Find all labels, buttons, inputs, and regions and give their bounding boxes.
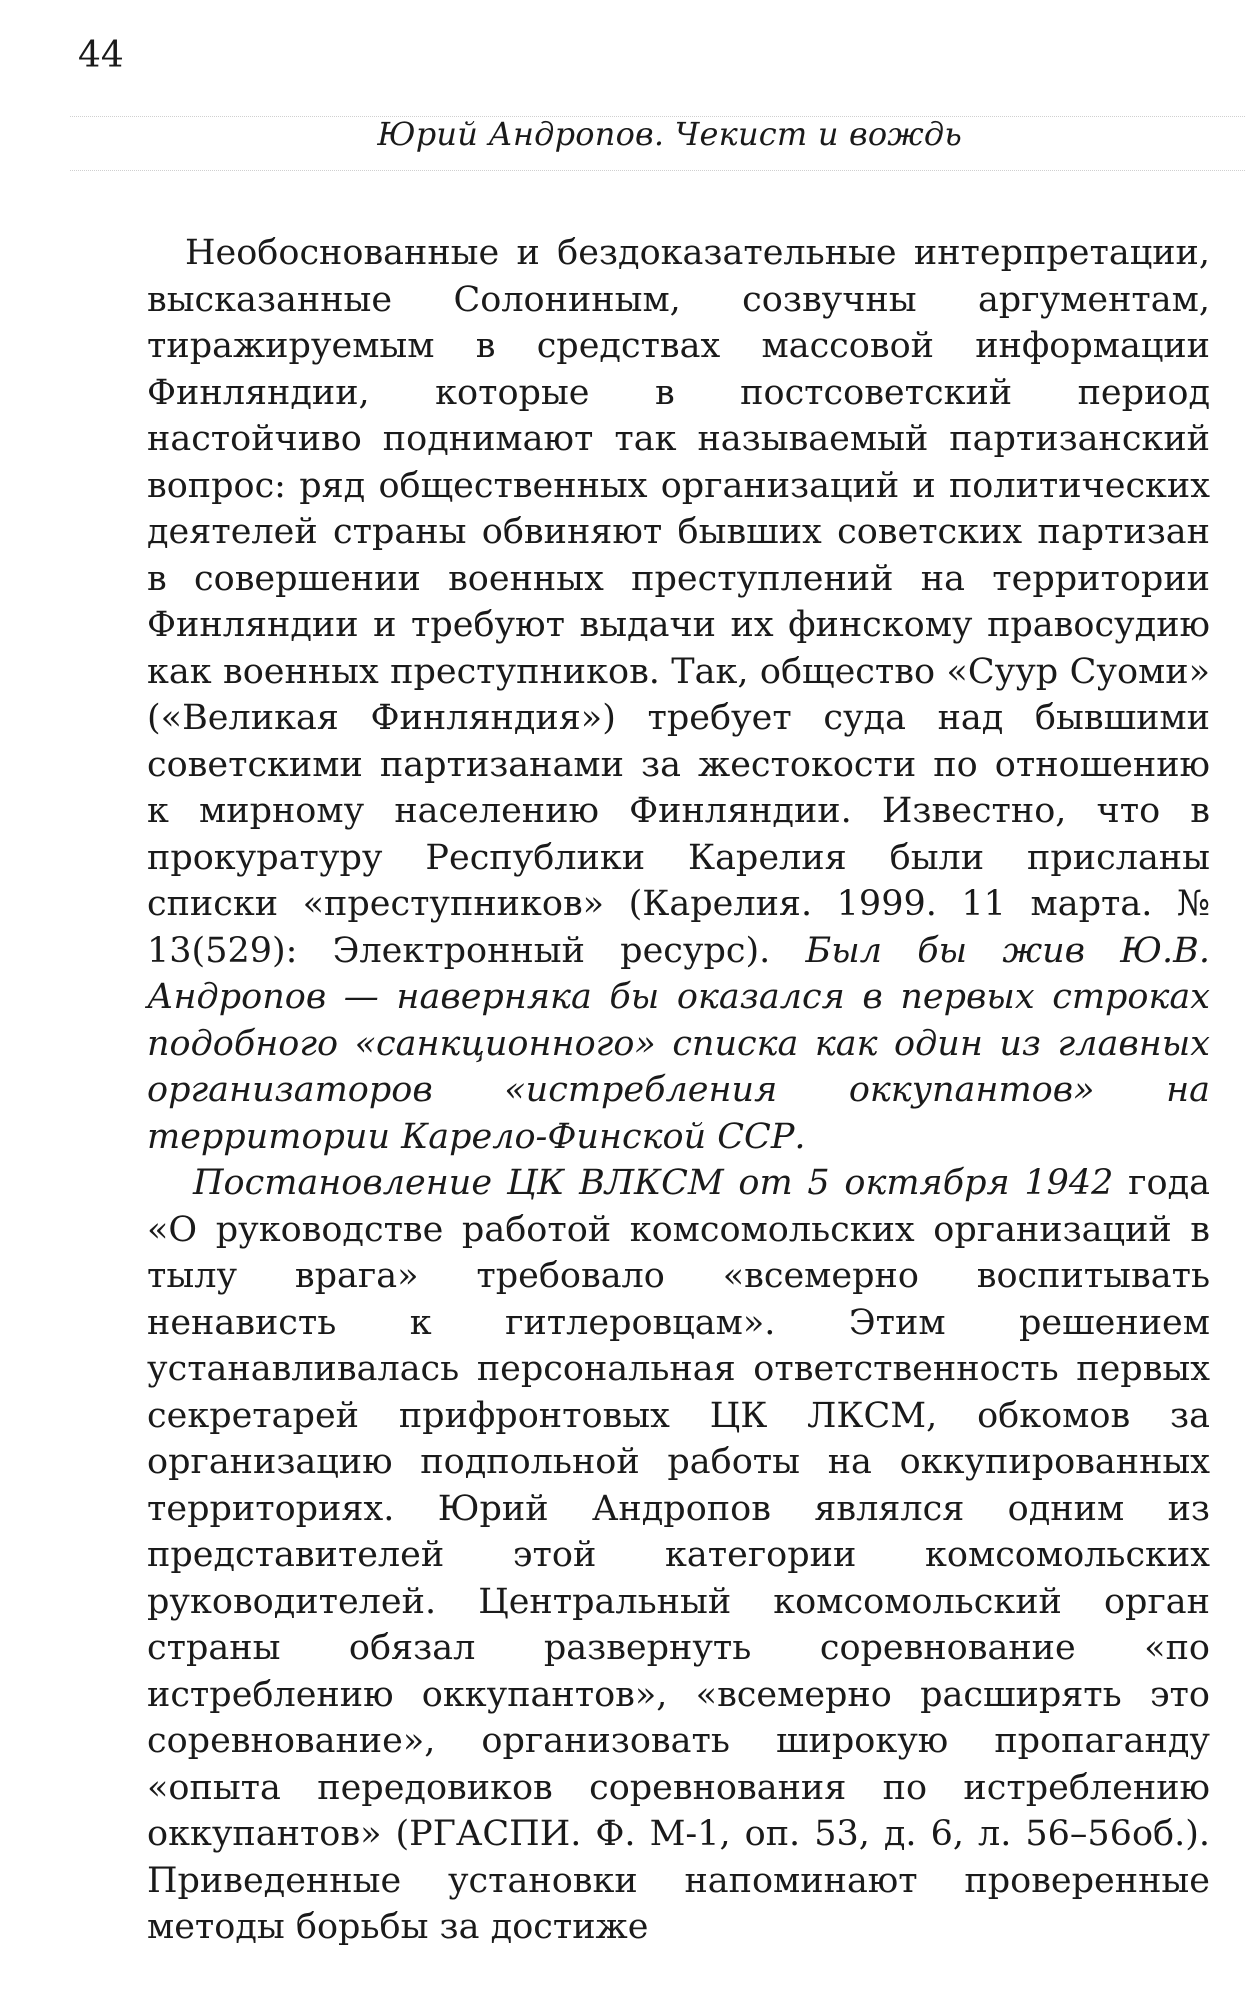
paragraph-text: Необоснованные и бездоказательные интерпретации, высказанные Солониным, созвучны аргументам, тиражируемым в средствах массовой информации Финляндии, которые в постсоветский период настойчиво поднимают так называемый партизанский вопрос: ряд общественных организаций и политических деятелей страны обвиняют бывших советских партизан в совершении военных преступлений на территории Финляндии и требуют выдачи их финскому правосудию как военных преступников. Так, общество «Суур Суоми» («Великая Финляндия») требует суда над бывшими советскими партизанами за жестокости по отношению к мирному населению Финляндии. Известно, что в прокуратуру Республики Карелия были присланы списки «преступников» (Карелия. 1999. 11 марта. № 13(529): Электронный ресурс). — [147, 233, 1210, 971]
body-text — [147, 230, 1210, 1951]
paragraph — [147, 230, 1210, 1160]
page-number: 44 — [78, 35, 124, 76]
running-head: Юрий Андропов. Чекист и вождь — [377, 115, 962, 153]
header-rule-bottom — [70, 170, 1245, 171]
italic-passage: Постановление ЦК ВЛКСМ от 5 октября 1942 — [193, 1163, 1114, 1203]
paragraph — [147, 1160, 1210, 1951]
paragraph-text: года «О руководстве работой комсомольских организаций в тылу врага» требовало «всемерно воспитывать ненависть к гитлеровцам». Этим решением устанавливалась персональная ответственность первых секретарей прифронтовых ЦК ЛКСМ, обкомов за организацию подпольной работы на оккупированных территориях. Юрий Андропов являлся одним из представителей этой категории комсомольских руководителей. Центральный комсомольский орган страны обязал развернуть соревнование «по истреблению оккупантов», «всемерно расширять это соревнование», организовать широкую пропаганду «опыта передовиков соревнования по истреблению оккупантов» (РГАСПИ. Ф. М-1, оп. 53, д. 6, л. 56–56об.). Приведенные установки напоминают проверенные методы борьбы за достиже — [147, 1163, 1210, 1947]
italic-passage: Был бы жив Ю.В. Андропов — наверняка бы оказался в первых строках подобного «санкционного» списка как один из главных организаторов «истребления оккупантов» на территории Карело-Финской ССР. — [147, 930, 1210, 1157]
